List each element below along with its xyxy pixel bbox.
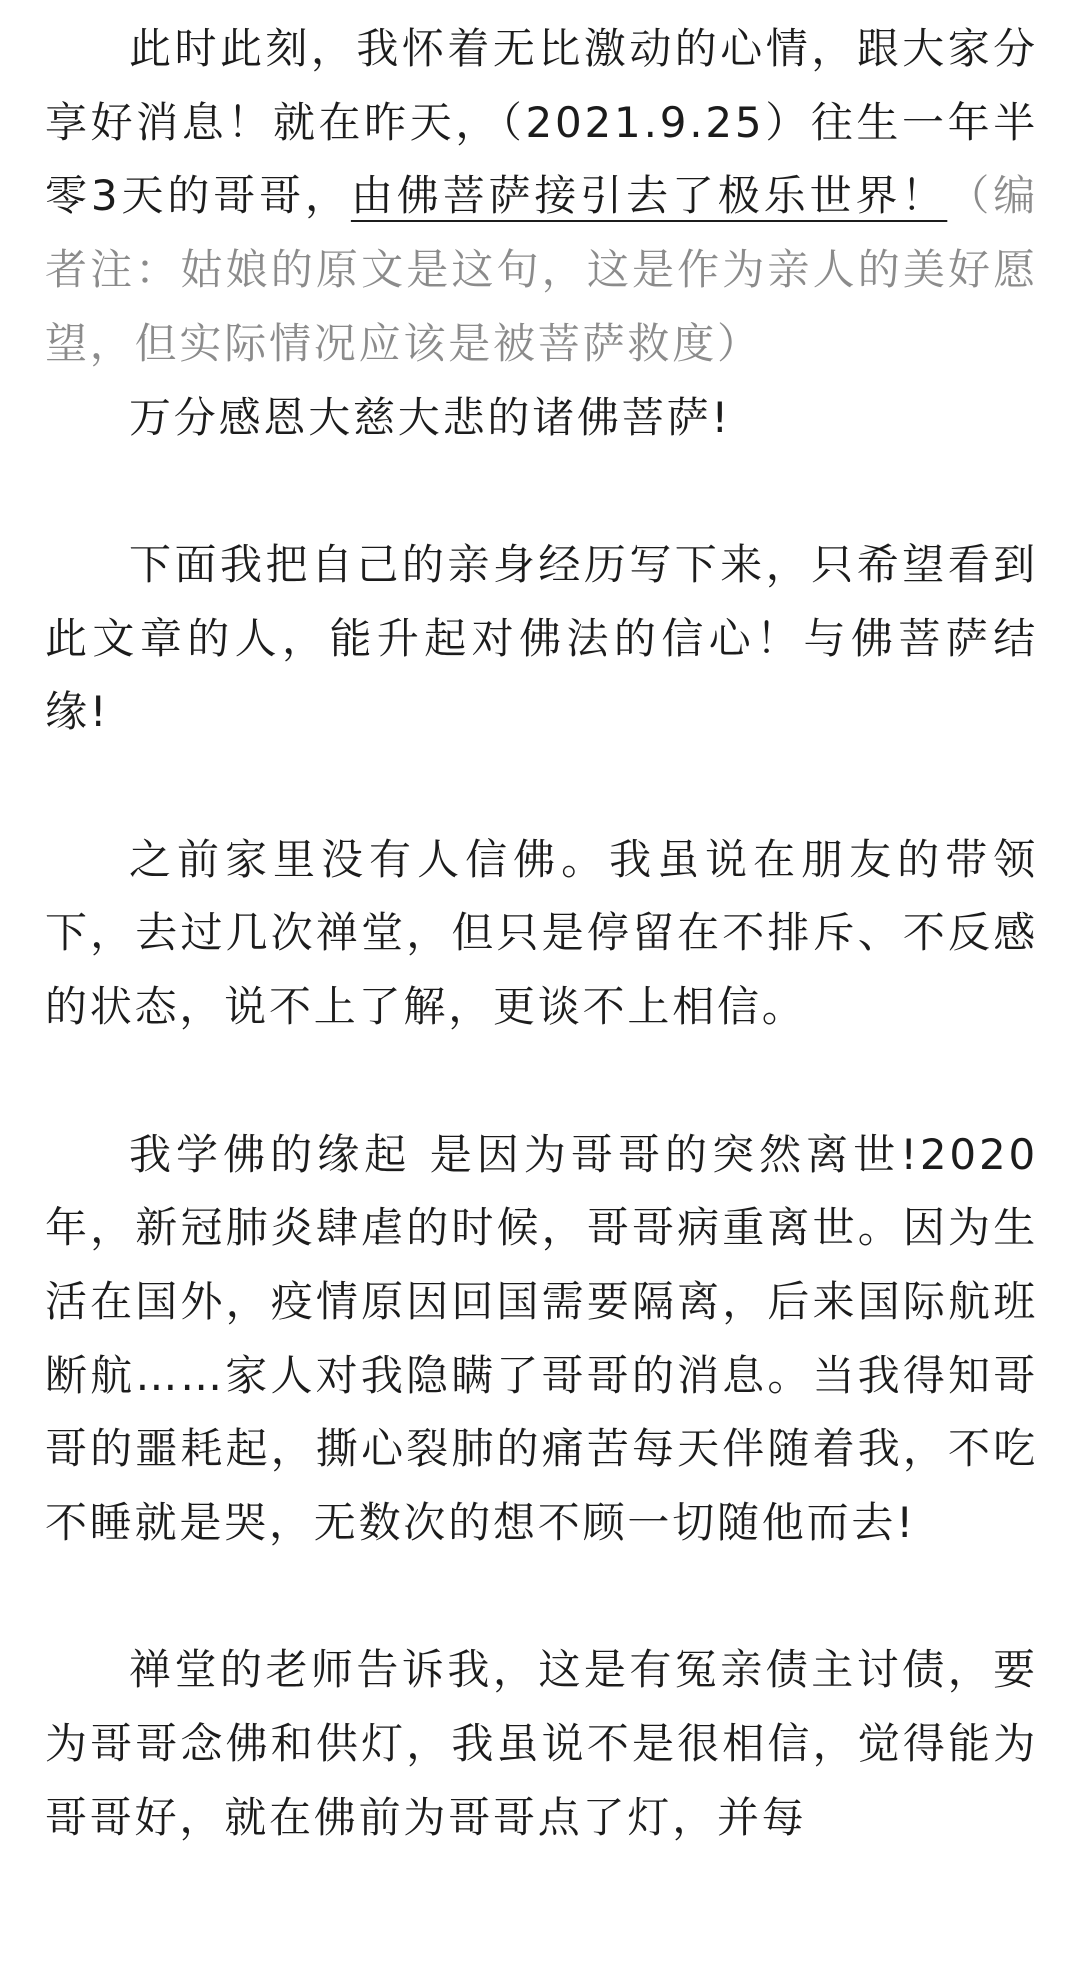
paragraph-2: 万分感恩大慈大悲的诸佛菩萨! — [129, 392, 732, 442]
editor-note: （编者注：姑娘的原文是这句，这是作为亲人的美好愿望，但实际情况应该是被菩萨救度） — [45, 171, 1038, 368]
paragraph-gap — [45, 749, 1038, 823]
paragraph-gap — [45, 1044, 1038, 1118]
paragraph-gap — [45, 1560, 1038, 1634]
paragraph-1-text: 此时此刻，我怀着无比激动的心情，跟大家分享好消息！就在昨天，（2021.9.25）往生一年半零3天的哥哥， — [45, 24, 1038, 221]
underlined-sentence: 由佛菩萨接引去了极乐世界！ — [350, 171, 948, 221]
paragraph-6: 禅堂的老师告诉我，这是有冤亲债主讨债，要为哥哥念佛和供灯，我虽说不是很相信，觉得能为哥哥好，就在佛前为哥哥点了灯，并每 — [45, 1645, 1038, 1842]
paragraph-1 — [45, 12, 1038, 381]
paragraph-4: 之前家里没有人信佛。我虽说在朋友的带领下，去过几次禅堂，但只是停留在不排斥、不反感的状态，说不上了解，更谈不上相信。 — [45, 834, 1038, 1032]
paragraph-gap — [45, 454, 1038, 528]
paragraph-5: 我学佛的缘起 是因为哥哥的突然离世!2020年，新冠肺炎肆虐的时候，哥哥病重离世。因为生活在国外，疫情原因回国需要隔离，后来国际航班断航……家人对我隐瞒了哥哥的消息。当我得知哥哥的噩耗起，撕心裂肺的痛苦每天伴随着我，不吃不睡就是哭，无数次的想不顾一切随他而去! — [45, 1129, 1038, 1548]
paragraph-3: 下面我把自己的亲身经历写下来，只希望看到此文章的人，能升起对佛法的信心！与佛菩萨结缘! — [45, 539, 1038, 737]
